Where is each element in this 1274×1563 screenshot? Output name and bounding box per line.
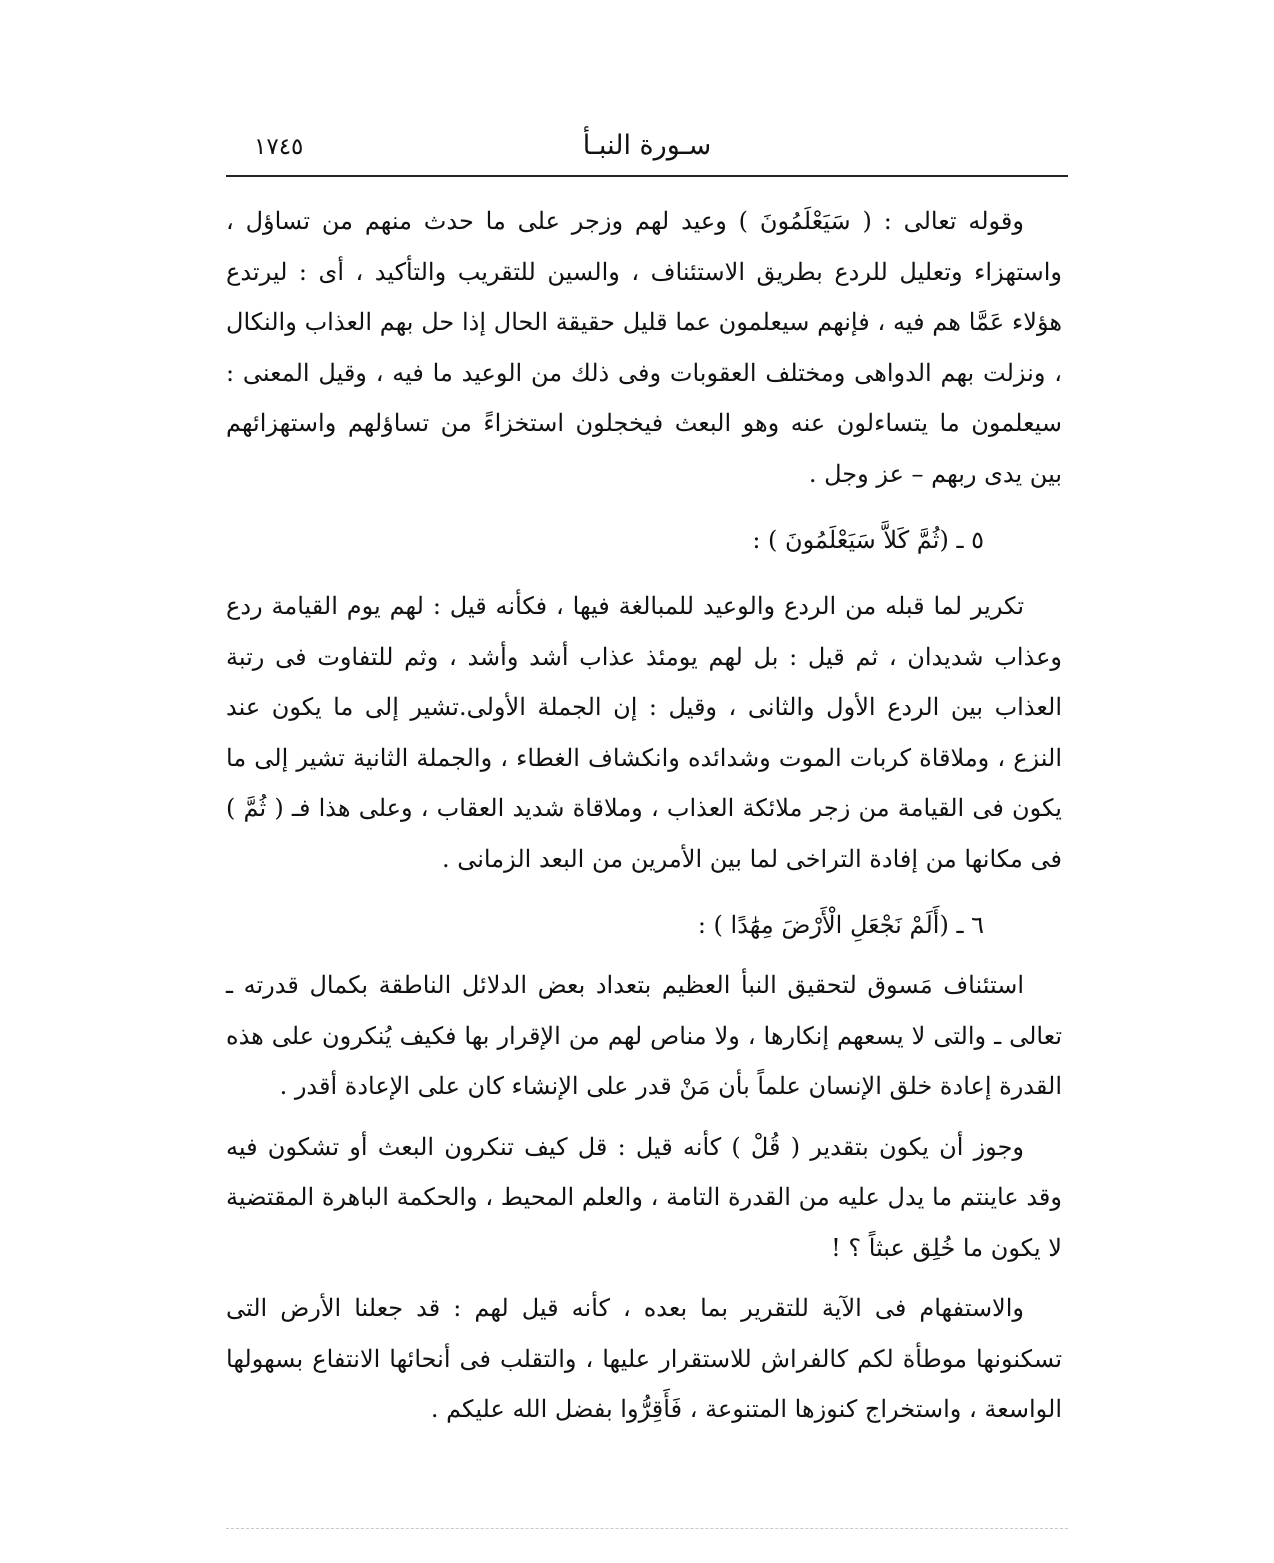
body-text	[226, 196, 1062, 1435]
page-number: ١٧٤٥	[254, 134, 304, 160]
paragraph-interrogative: والاستفهام فى الآية للتقرير بما بعده ، كأنه قيل لهم : قد جعلنا الأرض التى تسكنونها موطأة لكم كالفراش للاستقرار عليها ، والتقلب فى أنحائها الانتفاع بسهولها الواسعة ، واستخراج كنوزها المتنوعة ، فَأَقِرُّوا بفضل الله عليكم .	[226, 1294, 1063, 1423]
scan-edge-line	[226, 1528, 1068, 1529]
header-rule	[226, 175, 1068, 177]
paragraph-commentary-verse-5: تكرير لما قبله من الردع والوعيد للمبالغة فيها ، فكأنه قيل : لهم يوم القيامة ردع وعذاب شديدان ، ثم قيل : بل لهم يومئذ عذاب أشد وأشد ، وثم للتفاوت فى رتبة العذاب بين الردع الأول والثانى ، وقيل : إن الجملة الأولى.تشير إلى ما يكون عند النزع ، وملاقاة كربات الموت وشدائده وانكشاف الغطاء ، والجملة الثانية تشير إلى ما يكون فى القيامة من زجر ملائكة العذاب ، وملاقاة شديد العقاب ، وعلى هذا فـ ( ثُمَّ ) فى مكانها من إفادة التراخى لما بين الأمرين من البعد الزمانى .	[226, 592, 1062, 873]
paragraph-commentary-verse-6: استئناف مَسوق لتحقيق النبأ العظيم بتعداد بعض الدلائل الناطقة بكمال قدرته ـ تعالى ـ والتى لا يسعهم إنكارها ، ولا مناص لهم من الإقرار بها فكيف يُنكرون على هذه القدرة إعادة خلق الإنسان علماً بأن مَنْ قدر على الإنشاء كان على الإعادة أقدر .	[226, 971, 1062, 1100]
verse-heading-5: ٥ ـ (ثُمَّ كَلاَّ سَيَعْلَمُونَ ) :	[752, 526, 984, 554]
paragraph-alternative-reading: وجوز أن يكون بتقدير ( قُلْ ) كأنه قيل : قل كيف تنكرون البعث أو تشكون فيه وقد عاينتم ما يدل عليه من القدرة التامة ، والعلم المحيط ، والحكمة الباهرة المقتضية لا يكون ما خُلِق عبثاً ؟ !	[226, 1132, 1062, 1262]
page-header	[226, 126, 1068, 176]
running-title: سـورة النبـأ	[582, 130, 712, 161]
paragraph-commentary-verse-4: وقوله تعالى : ( سَيَعْلَمُونَ ) وعيد لهم وزجر على ما حدث منهم من تساؤل ، واستهزاء وتعليل للردع بطريق الاستئناف ، والسين للتقريب والتأكيد ، أى : ليرتدع هؤلاء عَمَّا هم فيه ، فإنهم سيعلمون عما قليل حقيقة الحال إذا حل بهم العذاب والنكال ، ونزلت بهم الدواهى ومختلف العقوبات وفى ذلك من الوعيد ما فيه ، وقيل المعنى : سيعلمون ما يتساءلون عنه وهو البعث فيخجلون استخزاءً من تساؤلهم واستهزائهم بين يدى ربهم – عز وجل .	[226, 207, 1062, 488]
verse-heading-6: ٦ ـ (أَلَمْ نَجْعَلِ الْأَرْضَ مِهَٰدًا ) :	[697, 911, 984, 939]
